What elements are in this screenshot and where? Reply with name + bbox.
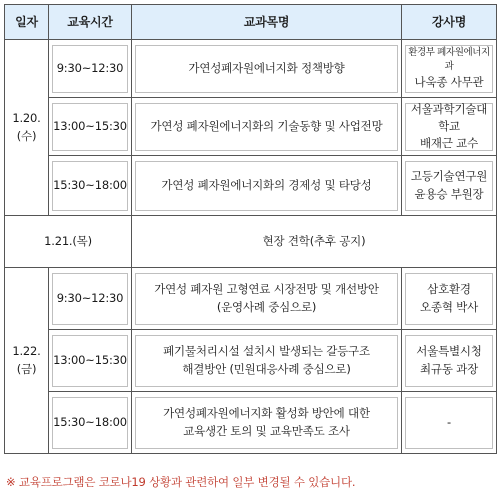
day3-session2-time: 13:00~15:30 bbox=[49, 330, 132, 392]
day1-session2-time: 13:00~15:30 bbox=[49, 98, 132, 156]
header-subject: 교과목명 bbox=[132, 5, 402, 40]
header-instructor: 강사명 bbox=[402, 5, 497, 40]
table-row bbox=[5, 392, 497, 454]
day1-weekday: (수) bbox=[16, 128, 37, 143]
table-row bbox=[5, 268, 497, 330]
day1-session1-subject: 가연성폐자원에너지화 정책방향 bbox=[132, 40, 402, 98]
schedule-table bbox=[4, 4, 497, 454]
schedule-note: ※ 교육프로그램은 코로나19 상황과 관련하여 일부 변경될 수 있습니다. bbox=[6, 475, 356, 489]
header-date: 일자 bbox=[5, 5, 49, 40]
day2-subject: 현장 견학(추후 공지) bbox=[132, 216, 497, 268]
table-row bbox=[5, 40, 497, 98]
instructor-name: 오종혁 박사 bbox=[420, 299, 478, 314]
instructor-org: 삼호환경 bbox=[427, 282, 471, 297]
instructor-name: 나욱종 사무관 bbox=[414, 75, 484, 90]
day1-session3-time: 15:30~18:00 bbox=[49, 156, 132, 216]
instructor-name: 윤용승 부원장 bbox=[414, 186, 484, 201]
table-header-row bbox=[5, 5, 497, 40]
table-row bbox=[5, 216, 497, 268]
day3-session1-instructor bbox=[402, 268, 497, 330]
day3-session3-time: 15:30~18:00 bbox=[49, 392, 132, 454]
day3-session2-subject: 폐기물처리시설 설치시 발생되는 갈등구조 해결방안 (민원대응사례 중심으로) bbox=[132, 330, 402, 392]
day3-session3-instructor bbox=[402, 392, 497, 454]
day3-session2-instructor bbox=[402, 330, 497, 392]
day1-date-cell bbox=[5, 40, 49, 216]
day1-session1-instructor bbox=[402, 40, 497, 98]
instructor-org: - bbox=[447, 414, 451, 429]
instructor-org: 환경부 폐자원에너지과 bbox=[408, 46, 490, 72]
table-row bbox=[5, 330, 497, 392]
day3-session1-time: 9:30~12:30 bbox=[49, 268, 132, 330]
day3-session1-subject: 가연성 폐자원 고형연료 시장전망 및 개선방안 (운영사례 중심으로) bbox=[132, 268, 402, 330]
day2-date: 1.21.(목) bbox=[5, 216, 132, 268]
day3-session3-subject: 가연성폐자원에너지화 활성화 방안에 대한 교육생간 토의 및 교육만족도 조사 bbox=[132, 392, 402, 454]
day3-date-cell bbox=[5, 268, 49, 454]
day1-session3-instructor bbox=[402, 156, 497, 216]
day3-weekday: (금) bbox=[16, 361, 37, 376]
day1-date: 1.20. bbox=[12, 111, 41, 126]
header-time: 교육시간 bbox=[49, 5, 132, 40]
table-row bbox=[5, 98, 497, 156]
day1-session3-subject: 가연성 폐자원에너지화의 경제성 및 타당성 bbox=[132, 156, 402, 216]
instructor-org: 서울과학기술대학교 bbox=[410, 101, 488, 133]
day3-date: 1.22. bbox=[12, 344, 41, 359]
instructor-org: 서울특별시청 bbox=[416, 344, 482, 359]
instructor-name: 배재근 교수 bbox=[420, 136, 478, 151]
instructor-name: 최규동 과장 bbox=[420, 361, 478, 376]
day1-session1-time: 9:30~12:30 bbox=[49, 40, 132, 98]
table-row bbox=[5, 156, 497, 216]
day1-session2-instructor bbox=[402, 98, 497, 156]
instructor-org: 고등기술연구원 bbox=[410, 169, 488, 184]
day1-session2-subject: 가연성 폐자원에너지화의 기술동향 및 사업전망 bbox=[132, 98, 402, 156]
